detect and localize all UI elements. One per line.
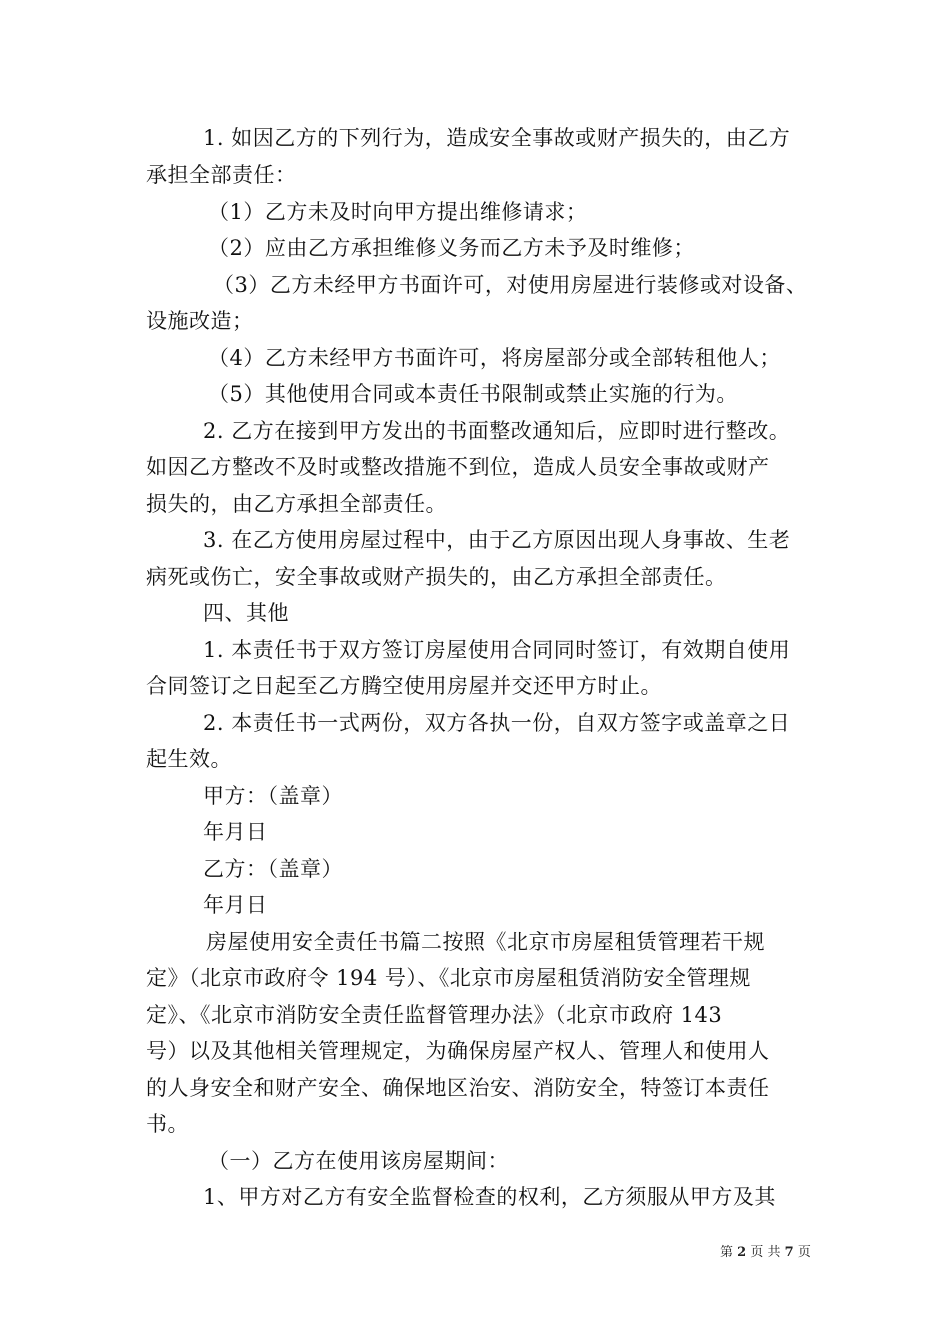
current-page-number: 2 (737, 1245, 747, 1260)
text-line: 2. 本责任书一式两份，双方各执一份，自双方签字或盖章之日 (203, 711, 791, 735)
text-line: 承担全部责任： (146, 163, 297, 187)
signature-party-b: 乙方：（盖章） (203, 857, 343, 881)
footer-middle: 页 共 (750, 1245, 781, 1260)
text-line: 设施改造； (146, 309, 254, 333)
text-line: 病死或伤亡，安全事故或财产损失的，由乙方承担全部责任。 (146, 565, 727, 589)
text-line: （2）应由乙方承担维修义务而乙方未予及时维修； (208, 236, 695, 260)
text-line: 1、甲方对乙方有安全监督检查的权利，乙方须服从甲方及其 (203, 1185, 776, 1209)
text-line: （5）其他使用合同或本责任书限制或禁止实施的行为。 (208, 382, 738, 406)
page-number-footer (720, 1244, 811, 1262)
text-line: 合同签订之日起至乙方腾空使用房屋并交还甲方时止。 (146, 674, 662, 698)
text-line: 如因乙方整改不及时或整改措施不到位，造成人员安全事故或财产 (146, 455, 770, 479)
text-line: （3）乙方未经甲方书面许可，对使用房屋进行装修或对设备、 (213, 273, 808, 297)
text-line: 1. 本责任书于双方签订房屋使用合同同时签订，有效期自使用 (203, 638, 791, 662)
text-line: 3. 在乙方使用房屋过程中，由于乙方原因出现人身事故、生老 (203, 528, 791, 552)
signature-date: 年月日 (203, 820, 268, 844)
text-line: 号）以及其他相关管理规定，为确保房屋产权人、管理人和使用人 (146, 1039, 770, 1063)
text-line: 定》（北京市政府令 194 号）、《北京市房屋租赁消防安全管理规 (146, 966, 751, 990)
text-line: 损失的，由乙方承担全部责任。 (146, 492, 447, 516)
footer-prefix: 第 (720, 1245, 734, 1260)
text-line: 2. 乙方在接到甲方发出的书面整改通知后，应即时进行整改。 (203, 419, 791, 443)
total-page-count: 7 (784, 1245, 794, 1260)
text-line: 定》、《北京市消防安全责任监督管理办法》（北京市政府 143 (146, 1003, 723, 1027)
footer-suffix: 页 (797, 1245, 811, 1260)
text-line: （1）乙方未及时向甲方提出维修请求； (208, 200, 588, 224)
text-line: 房屋使用安全责任书篇二按照《北京市房屋租赁管理若干规 (206, 930, 765, 954)
text-line: 1. 如因乙方的下列行为，造成安全事故或财产损失的，由乙方 (203, 126, 791, 150)
subsection-heading: （一）乙方在使用该房屋期间： (208, 1149, 509, 1173)
text-line: 书。 (146, 1112, 189, 1136)
signature-party-a: 甲方：（盖章） (203, 784, 343, 808)
section-heading: 四、其他 (203, 601, 289, 625)
text-line: （4）乙方未经甲方书面许可，将房屋部分或全部转租他人； (208, 346, 781, 370)
signature-date: 年月日 (203, 893, 268, 917)
text-line: 起生效。 (146, 747, 232, 771)
text-line: 的人身安全和财产安全、确保地区治安、消防安全，特签订本责任 (146, 1076, 770, 1100)
